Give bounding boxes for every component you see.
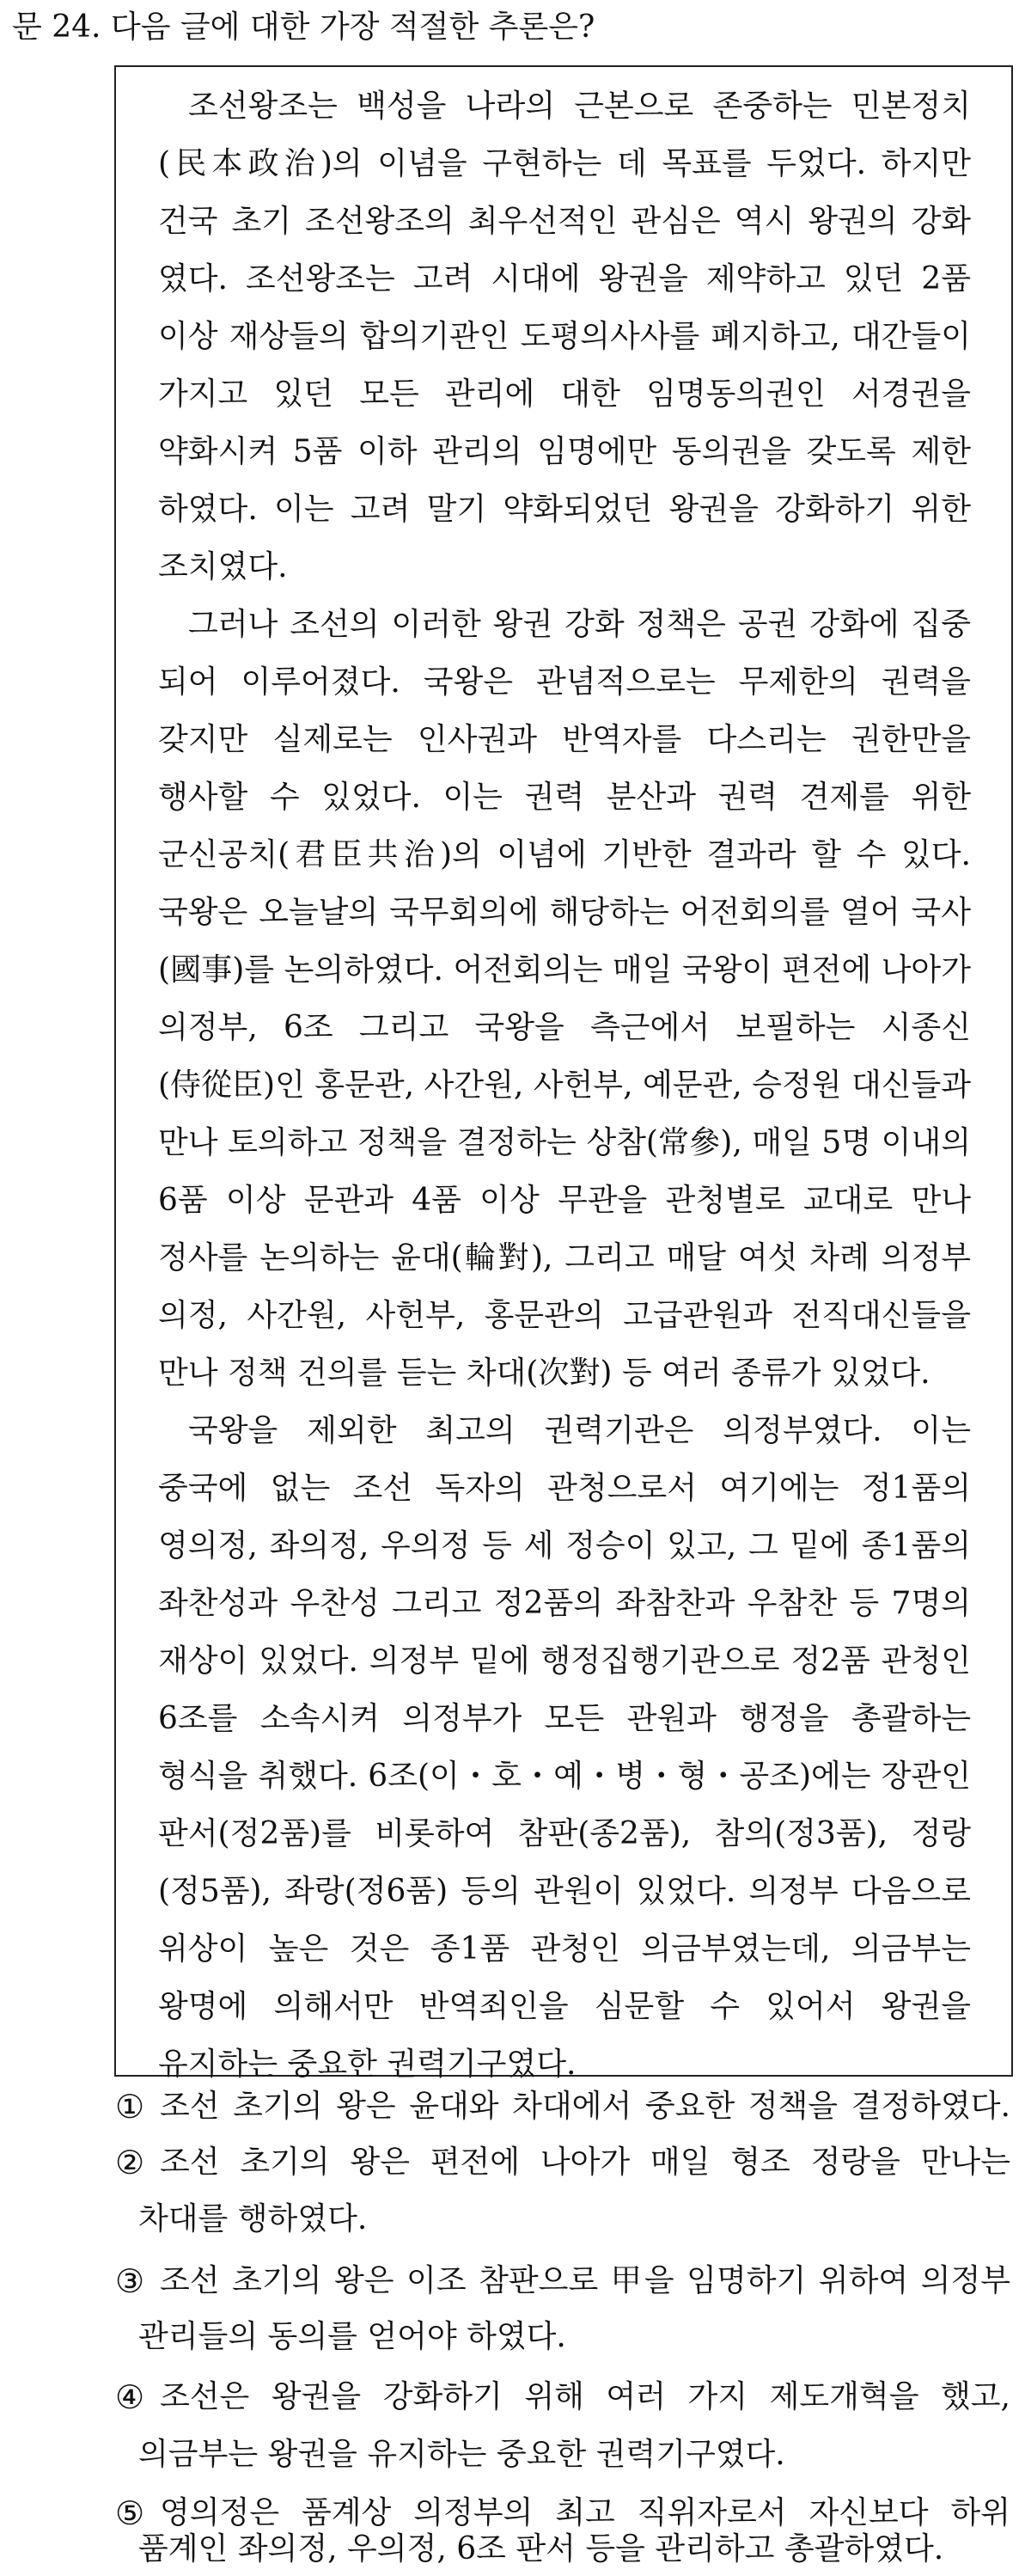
passage-line: 6품 이상 문관과 4품 이상 무관을 관청별로 교대로 만나	[158, 1183, 971, 1218]
choice-text[interactable]: 품계인 좌의정, 우의정, 6조 판서 등을 관리하고 총괄하였다.	[138, 2531, 944, 2567]
passage-line: 였다. 조선왕조는 고려 시대에 왕권을 제약하고 있던 2품	[158, 261, 971, 297]
passage-line: 군신공치(君臣共治)의 이념에 기반한 결과라 할 수 있다.	[158, 837, 971, 872]
choice-text[interactable]: 조선 초기의 왕은 이조 참판으로 甲을 임명하기 위하여 의정부	[160, 2263, 1010, 2298]
passage-line: 만나 정책 건의를 듣는 차대(次對) 등 여러 종류가 있었다.	[158, 1355, 931, 1391]
question-title: 문 24. 다음 글에 대한 가장 적절한 추론은?	[12, 9, 595, 45]
choice-text[interactable]: 영의정은 품계상 의정부의 최고 직위자로서 자신보다 하위	[160, 2495, 1010, 2530]
passage-line: (侍從臣)인 홍문관, 사간원, 사헌부, 예문관, 승정원 대신들과	[158, 1068, 971, 1103]
choice-number[interactable]: ③	[114, 2262, 145, 2300]
choice-number[interactable]: ②	[114, 2144, 145, 2181]
passage-line: 왕명에 의해서만 반역죄인을 심문할 수 있어서 왕권을	[158, 1989, 971, 2024]
passage-line: 국왕을 제외한 최고의 권력기관은 의정부였다. 이는	[188, 1413, 971, 1448]
passage-line: 6조를 소속시켜 의정부가 모든 관원과 행정을 총괄하는	[158, 1701, 971, 1736]
passage-line: 가지고 있던 모든 관리에 대한 임명동의권인 서경권을	[158, 376, 971, 412]
passage-line: 의정, 사간원, 사헌부, 홍문관의 고급관원과 전직대신들을	[158, 1298, 971, 1333]
passage-line: 의정부, 6조 그리고 국왕을 측근에서 보필하는 시종신	[158, 1010, 971, 1045]
passage-line: 조선왕조는 백성을 나라의 근본으로 존중하는 민본정치	[188, 89, 971, 124]
passage-line: 하였다. 이는 고려 말기 약화되었던 왕권을 강화하기 위한	[158, 492, 971, 527]
passage-line: 그러나 조선의 이러한 왕권 강화 정책은 공권 강화에 집중	[188, 607, 971, 642]
passage-line: 건국 초기 조선왕조의 최우선적인 관심은 역시 왕권의 강화	[158, 204, 971, 239]
choice-text[interactable]: 조선 초기의 왕은 편전에 나아가 매일 형조 정랑을 만나는	[160, 2145, 1010, 2180]
passage-line: 약화시켜 5품 이하 관리의 임명에만 동의권을 갖도록 제한	[158, 434, 971, 469]
choice-text[interactable]: 의금부는 왕권을 유지하는 중요한 권력기구였다.	[138, 2437, 785, 2472]
choice-number[interactable]: ①	[114, 2088, 145, 2126]
passage-line: 형식을 취했다. 6조(이・호・예・병・형・공조)에는 장관인	[158, 1759, 971, 1794]
passage-line: 이상 재상들의 합의기관인 도평의사사를 폐지하고, 대간들이	[158, 319, 971, 354]
passage-line: 유지하는 중요한 권력기구였다.	[158, 2047, 577, 2082]
choice-number[interactable]: ④	[114, 2378, 145, 2416]
passage-line: 재상이 있었다. 의정부 밑에 행정집행기관으로 정2품 관청인	[158, 1643, 971, 1679]
passage-line: (民本政治)의 이념을 구현하는 데 목표를 두었다. 하지만	[158, 146, 971, 181]
choice-text[interactable]: 차대를 행하였다.	[138, 2201, 368, 2236]
passage-line: 좌찬성과 우찬성 그리고 정2품의 좌참찬과 우참찬 등 7명의	[158, 1586, 971, 1621]
passage-line: 만나 토의하고 정책을 결정하는 상참(常參), 매일 5명 이내의	[158, 1125, 971, 1160]
passage-line: 되어 이루어졌다. 국왕은 관념적으로는 무제한의 권력을	[158, 664, 971, 700]
choice-text[interactable]: 관리들의 동의를 얻어야 하였다.	[138, 2319, 566, 2354]
passage-line: 조치였다.	[158, 549, 288, 584]
passage-line: (國事)를 논의하였다. 어전회의는 매일 국왕이 편전에 나아가	[158, 952, 971, 988]
passage-line: 중국에 없는 조선 독자의 관청으로서 여기에는 정1품의	[158, 1471, 971, 1506]
choice-text[interactable]: 조선 초기의 왕은 윤대와 차대에서 중요한 정책을 결정하였다.	[160, 2089, 1010, 2124]
passage-box	[114, 65, 1013, 2082]
choice-text[interactable]: 조선은 왕권을 강화하기 위해 여러 가지 제도개혁을 했고,	[160, 2379, 1010, 2414]
choice-number[interactable]: ⑤	[114, 2494, 145, 2532]
passage-line: 국왕은 오늘날의 국무회의에 해당하는 어전회의를 열어 국사	[158, 895, 971, 930]
passage-line: 위상이 높은 것은 종1품 관청인 의금부였는데, 의금부는	[158, 1931, 971, 1967]
passage-line: 정사를 논의하는 윤대(輪對), 그리고 매달 여섯 차례 의정부	[158, 1240, 971, 1276]
passage-line: 갖지만 실제로는 인사권과 반역자를 다스리는 권한만을	[158, 722, 971, 757]
passage-line: 영의정, 좌의정, 우의정 등 세 정승이 있고, 그 밑에 종1품의	[158, 1528, 971, 1563]
passage-line: 판서(정2품)를 비롯하여 참판(종2품), 참의(정3품), 정랑	[158, 1816, 971, 1851]
passage-line: (정5품), 좌랑(정6품) 등의 관원이 있었다. 의정부 다음으로	[158, 1874, 971, 1909]
passage-line: 행사할 수 있었다. 이는 권력 분산과 권력 견제를 위한	[158, 780, 971, 815]
